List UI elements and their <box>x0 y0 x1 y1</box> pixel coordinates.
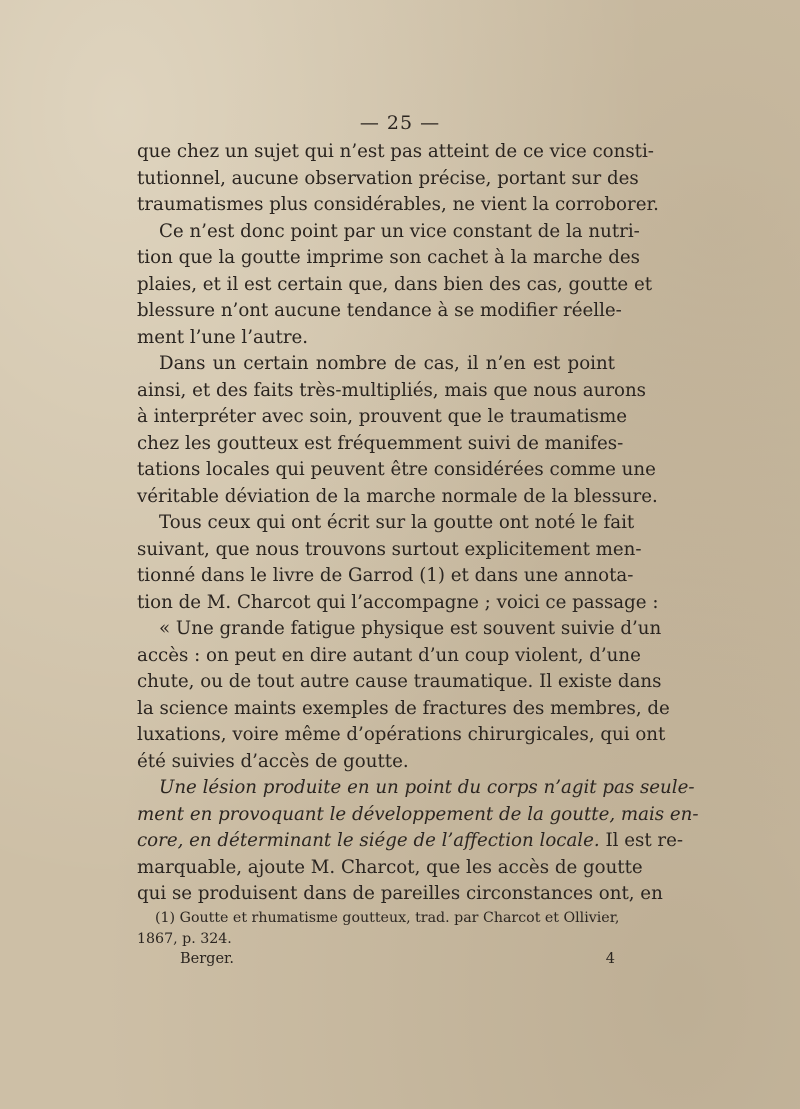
text-line: à interpréter avec soin, prouvent que le traumatisme <box>137 406 628 427</box>
text-line: Ce n’est donc point par un vice constant de la nutri- <box>159 220 640 242</box>
text-line: accès : on peut en dire autant d’un coup violent, d’une <box>137 644 641 666</box>
text-line: été suivies d’accès de goutte. <box>137 750 409 772</box>
text-line: blessure n’ont aucune tendance à se modifier réelle- <box>137 300 622 321</box>
text-line: plaies, et il est certain que, dans bien des cas, goutte et <box>137 273 653 295</box>
footnotes <box>137 908 620 950</box>
text-line: Tous ceux qui ont écrit sur la goutte ont noté le fait <box>159 512 635 533</box>
text-line: que chez un sujet qui n’est pas atteint de ce vice consti- <box>137 141 654 162</box>
text-line: tutionnel, aucune observation précise, portant sur des <box>137 167 639 189</box>
text-line: chute, ou de tout autre cause traumatique. Il existe dans <box>137 671 662 692</box>
text-line: tion que la goutte imprime son cachet à la marche des <box>137 247 640 268</box>
text-line: chez les goutteux est fréquemment suivi de manifes- <box>137 432 624 454</box>
text-line: Dans un certain nombre de cas, il n’en est point <box>159 353 615 374</box>
roman-text: Il est re- <box>599 830 684 851</box>
text-line: suivant, que nous trouvons surtout explicitement men- <box>137 538 642 560</box>
signature-number: 4 <box>605 951 615 967</box>
text-line: « Une grande fatigue physique est souvent suivie d’un <box>159 618 662 639</box>
text-line: ment en provoquant le développement de la goutte, mais en- <box>137 803 699 825</box>
footnote-line: 1867, p. 324. <box>137 931 232 947</box>
text-line: qui se produisent dans de pareilles circonstances ont, en <box>137 883 663 904</box>
page-number: — 25 — <box>359 112 441 134</box>
text-line <box>137 828 684 855</box>
text-line: tionné dans le livre de Garrod (1) et dans une annota- <box>137 565 634 586</box>
italic-text: core, en déterminant le siége de l’affection locale. <box>137 830 600 851</box>
signature-line <box>137 948 615 970</box>
text-line: Une lésion produite en un point du corps n’agit pas seule- <box>159 777 695 798</box>
body-text <box>137 139 699 908</box>
footnote-line: (1) Goutte et rhumatisme goutteux, trad. par Charcot et Ollivier, <box>155 910 620 926</box>
text-line: tations locales qui peuvent être considérées comme une <box>137 459 656 480</box>
text-line: ainsi, et des faits très-multipliés, mais que nous aurons <box>137 379 647 401</box>
text-line: traumatismes plus considérables, ne vient la corroborer. <box>137 194 659 215</box>
text-line: marquable, ajoute M. Charcot, que les accès de goutte <box>137 856 643 878</box>
signature-mark: Berger. <box>180 951 234 967</box>
text-line: véritable déviation de la marche normale de la blessure. <box>137 485 658 507</box>
text-line: la science maints exemples de fractures des membres, de <box>137 697 670 719</box>
text-line: ment l’une l’autre. <box>137 326 309 348</box>
text-line: luxations, voire même d’opérations chirurgicales, qui ont <box>137 724 666 745</box>
text-line: tion de M. Charcot qui l’accompagne ; voici ce passage : <box>137 591 659 613</box>
